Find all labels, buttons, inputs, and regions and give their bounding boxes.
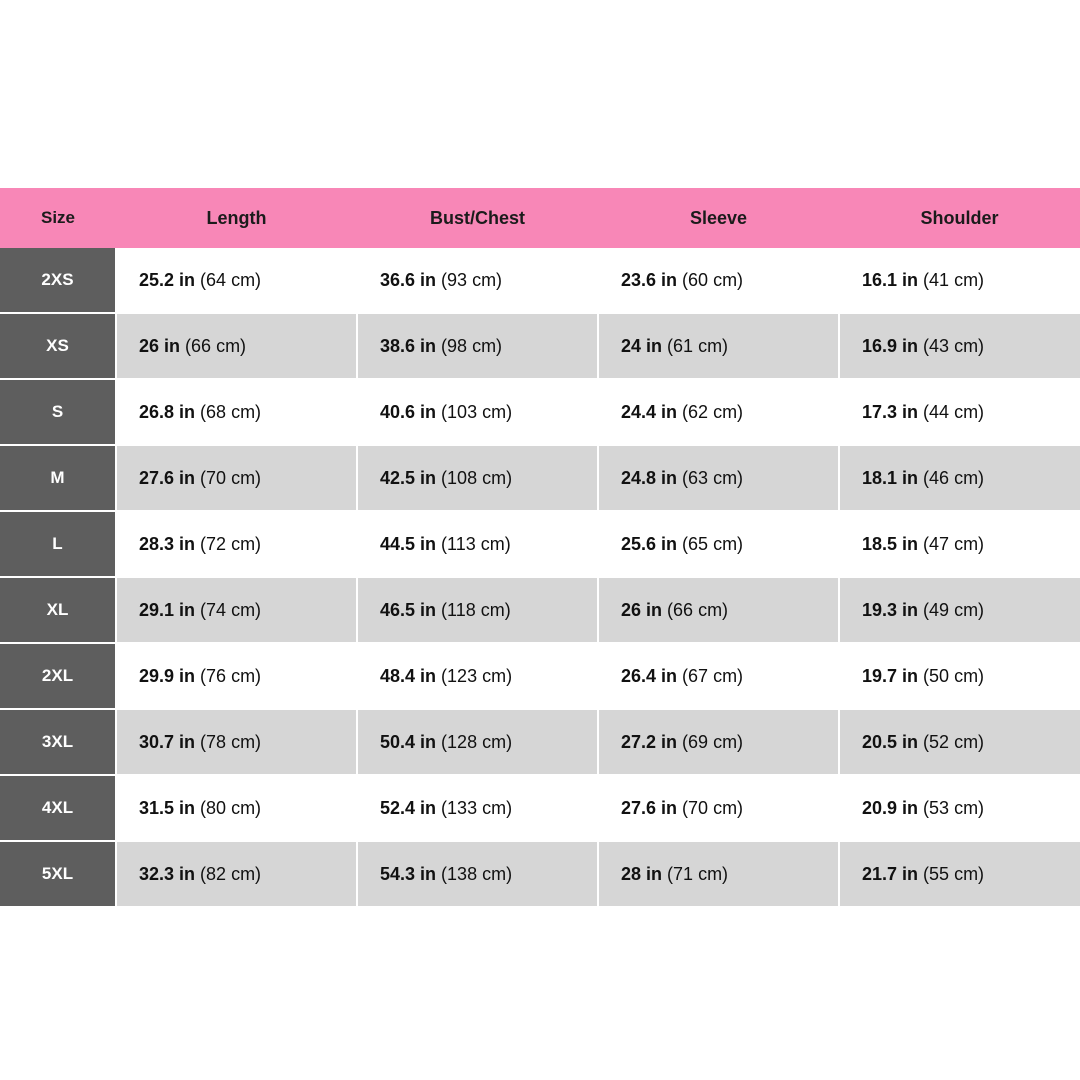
shoulder-cm: (53 cm) (923, 797, 985, 818)
bust-cm: (93 cm) (441, 269, 503, 290)
bust-inches: 50.4 in (380, 731, 437, 752)
row-size-label: 2XL (0, 643, 116, 709)
column-header-shoulder: Shoulder (839, 188, 1080, 248)
sleeve-inches: 26.4 in (621, 665, 678, 686)
cell-bust-chest (357, 379, 598, 445)
row-size-label: XS (0, 313, 116, 379)
bust-inches: 42.5 in (380, 467, 437, 488)
cell-sleeve (598, 775, 839, 841)
sleeve-cm: (60 cm) (682, 269, 744, 290)
cell-bust-chest (357, 775, 598, 841)
row-size-label: S (0, 379, 116, 445)
table-row (0, 775, 1080, 841)
length-inches: 25.2 in (139, 269, 196, 290)
cell-shoulder (839, 709, 1080, 775)
shoulder-cm: (46 cm) (923, 467, 985, 488)
sleeve-inches: 24.8 in (621, 467, 678, 488)
length-cm: (80 cm) (200, 797, 262, 818)
cell-length (116, 445, 357, 511)
cell-bust-chest (357, 709, 598, 775)
cell-shoulder (839, 577, 1080, 643)
bust-cm: (123 cm) (441, 665, 513, 686)
cell-bust-chest (357, 248, 598, 313)
table-row (0, 511, 1080, 577)
cell-sleeve (598, 445, 839, 511)
table-row (0, 248, 1080, 313)
bust-inches: 52.4 in (380, 797, 437, 818)
cell-sleeve (598, 841, 839, 906)
length-cm: (72 cm) (200, 533, 262, 554)
row-size-label: 3XL (0, 709, 116, 775)
shoulder-inches: 20.5 in (862, 731, 919, 752)
bust-cm: (113 cm) (441, 533, 511, 554)
cell-shoulder (839, 445, 1080, 511)
shoulder-inches: 17.3 in (862, 401, 919, 422)
cell-shoulder (839, 643, 1080, 709)
length-inches: 28.3 in (139, 533, 196, 554)
sleeve-cm: (71 cm) (667, 863, 729, 884)
sleeve-inches: 28 in (621, 863, 663, 884)
length-inches: 31.5 in (139, 797, 196, 818)
cell-shoulder (839, 511, 1080, 577)
cell-sleeve (598, 643, 839, 709)
sleeve-cm: (70 cm) (682, 797, 744, 818)
bust-inches: 48.4 in (380, 665, 437, 686)
length-cm: (82 cm) (200, 863, 262, 884)
bust-cm: (133 cm) (441, 797, 513, 818)
cell-length (116, 841, 357, 906)
sleeve-inches: 25.6 in (621, 533, 678, 554)
cell-length (116, 248, 357, 313)
bust-inches: 44.5 in (380, 533, 437, 554)
sleeve-cm: (62 cm) (682, 401, 744, 422)
table-row (0, 841, 1080, 906)
cell-length (116, 379, 357, 445)
cell-bust-chest (357, 445, 598, 511)
row-size-label: L (0, 511, 116, 577)
length-inches: 30.7 in (139, 731, 196, 752)
shoulder-cm: (41 cm) (923, 269, 985, 290)
row-size-label: 2XS (0, 248, 116, 313)
sleeve-cm: (65 cm) (682, 533, 744, 554)
length-inches: 29.1 in (139, 599, 196, 620)
bust-inches: 36.6 in (380, 269, 437, 290)
cell-bust-chest (357, 313, 598, 379)
row-size-label: M (0, 445, 116, 511)
shoulder-inches: 20.9 in (862, 797, 919, 818)
table-row (0, 709, 1080, 775)
shoulder-cm: (44 cm) (923, 401, 985, 422)
cell-sleeve (598, 248, 839, 313)
bust-cm: (138 cm) (441, 863, 513, 884)
cell-shoulder (839, 841, 1080, 906)
cell-length (116, 775, 357, 841)
length-cm: (74 cm) (200, 599, 262, 620)
sleeve-cm: (61 cm) (667, 335, 729, 356)
column-header-bust-chest: Bust/Chest (357, 188, 598, 248)
bust-inches: 54.3 in (380, 863, 437, 884)
cell-sleeve (598, 313, 839, 379)
bust-inches: 46.5 in (380, 599, 437, 620)
cell-length (116, 577, 357, 643)
bust-inches: 38.6 in (380, 335, 437, 356)
table-row (0, 577, 1080, 643)
cell-sleeve (598, 577, 839, 643)
shoulder-inches: 19.7 in (862, 665, 919, 686)
table-row (0, 643, 1080, 709)
sleeve-inches: 27.6 in (621, 797, 678, 818)
shoulder-cm: (49 cm) (923, 599, 985, 620)
shoulder-inches: 21.7 in (862, 863, 919, 884)
sleeve-cm: (66 cm) (667, 599, 729, 620)
table-row (0, 445, 1080, 511)
column-header-sleeve: Sleeve (598, 188, 839, 248)
column-header-size: Size (0, 188, 116, 248)
table-row (0, 379, 1080, 445)
shoulder-inches: 16.1 in (862, 269, 919, 290)
table-header-row (0, 188, 1080, 248)
shoulder-inches: 18.1 in (862, 467, 919, 488)
bust-cm: (128 cm) (441, 731, 513, 752)
cell-shoulder (839, 313, 1080, 379)
length-cm: (78 cm) (200, 731, 262, 752)
sleeve-inches: 24.4 in (621, 401, 678, 422)
shoulder-cm: (55 cm) (923, 863, 985, 884)
bust-cm: (118 cm) (441, 599, 511, 620)
sleeve-inches: 27.2 in (621, 731, 678, 752)
cell-bust-chest (357, 841, 598, 906)
length-cm: (70 cm) (200, 467, 262, 488)
bust-cm: (103 cm) (441, 401, 513, 422)
cell-shoulder (839, 248, 1080, 313)
cell-length (116, 313, 357, 379)
length-inches: 26 in (139, 335, 181, 356)
length-cm: (76 cm) (200, 665, 262, 686)
sleeve-inches: 23.6 in (621, 269, 678, 290)
shoulder-cm: (43 cm) (923, 335, 985, 356)
cell-length (116, 709, 357, 775)
sleeve-cm: (63 cm) (682, 467, 744, 488)
cell-bust-chest (357, 577, 598, 643)
length-inches: 27.6 in (139, 467, 196, 488)
table-header (0, 188, 1080, 248)
cell-bust-chest (357, 643, 598, 709)
cell-shoulder (839, 379, 1080, 445)
sleeve-inches: 26 in (621, 599, 663, 620)
sleeve-inches: 24 in (621, 335, 663, 356)
bust-inches: 40.6 in (380, 401, 437, 422)
cell-shoulder (839, 775, 1080, 841)
length-inches: 29.9 in (139, 665, 196, 686)
shoulder-inches: 19.3 in (862, 599, 919, 620)
shoulder-inches: 18.5 in (862, 533, 919, 554)
size-chart-table (0, 188, 1080, 906)
sleeve-cm: (69 cm) (682, 731, 744, 752)
row-size-label: XL (0, 577, 116, 643)
shoulder-cm: (50 cm) (923, 665, 985, 686)
shoulder-cm: (52 cm) (923, 731, 985, 752)
length-inches: 26.8 in (139, 401, 196, 422)
bust-cm: (108 cm) (441, 467, 513, 488)
cell-length (116, 643, 357, 709)
table-row (0, 313, 1080, 379)
column-header-length: Length (116, 188, 357, 248)
length-cm: (68 cm) (200, 401, 262, 422)
length-cm: (66 cm) (185, 335, 247, 356)
row-size-label: 4XL (0, 775, 116, 841)
cell-sleeve (598, 709, 839, 775)
length-inches: 32.3 in (139, 863, 196, 884)
size-chart-table-wrapper (0, 188, 1080, 906)
cell-sleeve (598, 511, 839, 577)
shoulder-inches: 16.9 in (862, 335, 919, 356)
row-size-label: 5XL (0, 841, 116, 906)
shoulder-cm: (47 cm) (923, 533, 985, 554)
cell-sleeve (598, 379, 839, 445)
table-body (0, 248, 1080, 906)
bust-cm: (98 cm) (441, 335, 503, 356)
sleeve-cm: (67 cm) (682, 665, 744, 686)
length-cm: (64 cm) (200, 269, 262, 290)
cell-bust-chest (357, 511, 598, 577)
cell-length (116, 511, 357, 577)
